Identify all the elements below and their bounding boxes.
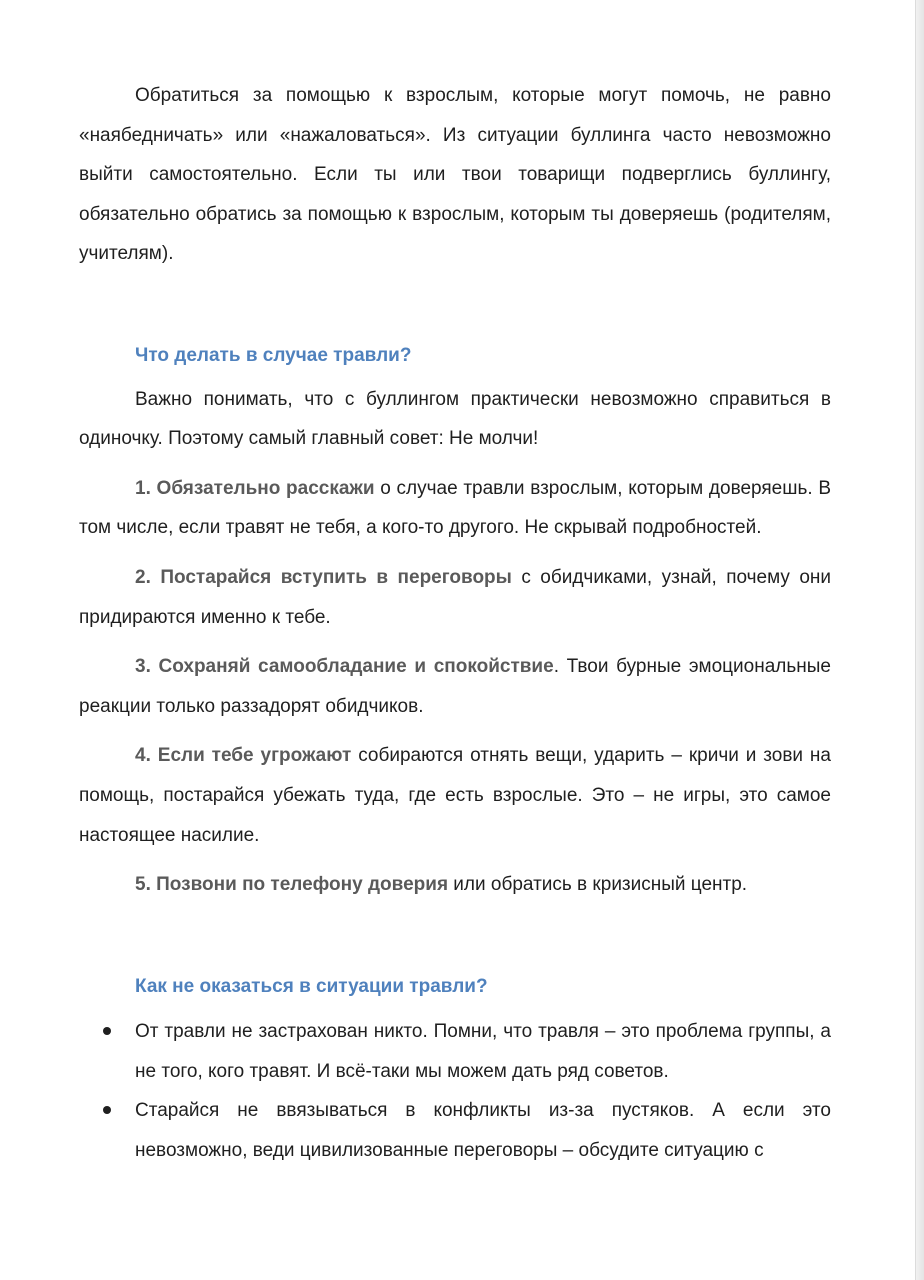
item-number: 2. xyxy=(135,566,151,588)
bullet-text: Старайся не ввязываться в конфликты из-за пустяков. А если это невозможно, веди цивилизованные переговоры – обсудите ситуацию с xyxy=(135,1100,831,1162)
intro-paragraph: Обратиться за помощью к взрослым, которые могут помочь, не равно «наябедничать» или «нажаловаться». Из ситуации буллинга часто невозможно выйти самостоятельно. Если ты или твои товарищи подверглись буллингу, обязательно обратись за помощью к взрослым, которым ты доверяешь (родителям, учителям). xyxy=(79,85,831,265)
item-number: 5. xyxy=(135,874,151,896)
item-text: с обидчиками, узнай, почему они придираются именно к тебе. xyxy=(79,566,832,628)
advice-item-3 xyxy=(79,647,831,726)
bullet-text: От травли не застрахован никто. Помни, что травля – это проблема группы, а не того, кого травят. И всё-таки мы можем дать ряд советов. xyxy=(135,1021,831,1082)
bullet-item-1 xyxy=(79,1012,831,1091)
item-emphasis: Сохраняй самообладание и спокойствие xyxy=(158,656,554,678)
item-text: о случае травли взрослым, которым доверяешь. В том числе, если травят не тебя, а кого-то другого. Не скрывай подробностей. xyxy=(79,477,831,539)
item-emphasis: Постарайся вступить в переговоры xyxy=(160,566,512,588)
item-number: 1. xyxy=(135,477,151,499)
bullet-dot-icon xyxy=(103,1106,111,1114)
section-heading-how-to-avoid: Как не оказаться в ситуации травли? xyxy=(135,975,488,997)
item-emphasis: Позвони по телефону доверия xyxy=(156,874,449,896)
section-intro-paragraph: Важно понимать, что с буллингом практически невозможно справиться в одиночку. Поэтому самый главный совет: Не молчи! xyxy=(79,388,831,450)
item-text: . Твои бурные эмоциональные реакции только раззадорят обидчиков. xyxy=(79,656,831,717)
section-heading-what-to-do: Что делать в случае травли? xyxy=(135,344,412,366)
page-edge xyxy=(915,0,924,1280)
item-number: 3. xyxy=(135,656,151,678)
bullet-item-2 xyxy=(79,1091,831,1170)
item-text: собираются отнять вещи, ударить – кричи и зови на помощь, постарайся убежать туда, где есть взрослые. Это – не игры, это самое настоящее насилие. xyxy=(79,745,831,846)
bullet-dot-icon xyxy=(103,1027,111,1035)
advice-item-4 xyxy=(79,736,831,855)
item-text: или обратись в кризисный центр. xyxy=(448,874,748,896)
advice-item-5 xyxy=(79,865,831,905)
advice-item-2 xyxy=(79,558,831,637)
item-emphasis: Обязательно расскажи xyxy=(156,477,375,499)
item-emphasis: Если тебе угрожают xyxy=(157,745,352,767)
bullet-list xyxy=(79,1012,831,1170)
advice-item-1 xyxy=(79,469,831,548)
item-number: 4. xyxy=(135,745,151,767)
document-content xyxy=(79,76,831,1171)
